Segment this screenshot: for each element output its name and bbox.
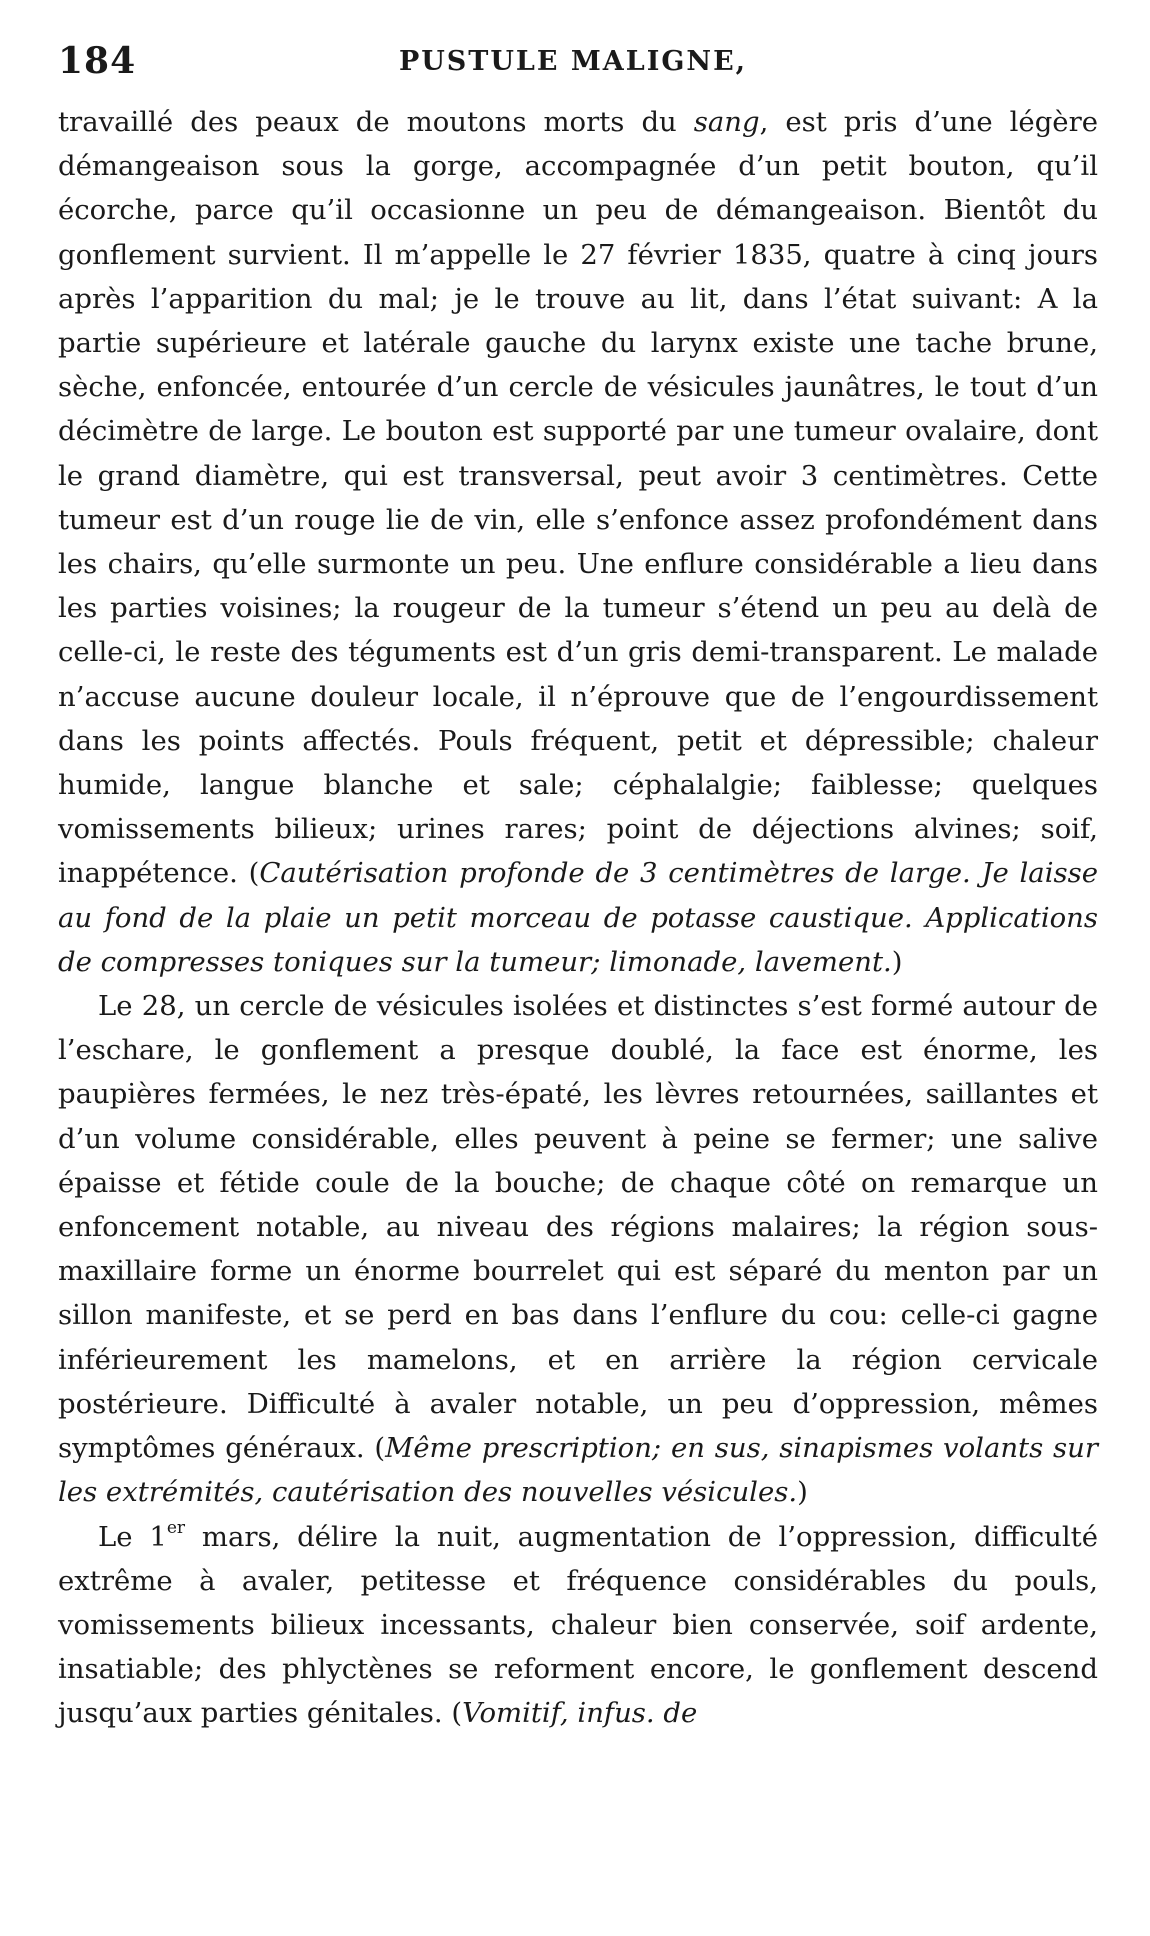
italic-prescription: Vomitif, infus. de bbox=[462, 1697, 698, 1730]
paragraph-3 bbox=[58, 1515, 1098, 1736]
page-header bbox=[58, 40, 1088, 90]
text-segment: mars, délire la nuit, augmentation de l’oppression, difficulté extrême à avaler, petitesse et fréquence considérables du pouls, vomissements bilieux incessants, chaleur bien conservée, soif ardente, insatiable; des phlyctènes se reforment encore, le gonflement descend jusqu’aux parties génitales. ( bbox=[58, 1520, 1098, 1730]
paragraph-2 bbox=[58, 984, 1098, 1514]
text-segment: ) bbox=[797, 1476, 808, 1509]
text-segment: Le 1 bbox=[98, 1520, 167, 1553]
paragraph-1 bbox=[58, 100, 1098, 984]
text-segment: travaillé des peaux de moutons morts du bbox=[58, 106, 694, 138]
text-segment: Le 28, un cercle de vésicules isolées et distinctes s’est formé autour de l’eschare, le gonflement a presque doublé, la face est énorme, les paupières fermées, le nez très-épaté, les lèvres retournées, saillantes et d’un volume considérable, elles peuvent à peine se fermer; une salive épaisse et fétide coule de la bouche; de chaque côté on remarque un enfoncement notable, au niveau des régions malaires; la région sous-maxillaire forme un énorme bourrelet qui est séparé du menton par un sillon manifeste, et se perd en bas dans l’enflure du cou: celle-ci gagne inférieurement les mamelons, et en arrière la région cervicale postérieure. Difficulté à avaler notable, un peu d’oppression, mêmes symptômes généraux. ( bbox=[58, 990, 1098, 1465]
page-number: 184 bbox=[58, 40, 137, 82]
italic-prescription: Cautérisation profonde de 3 centimètres de large. Je laisse au fond de la plaie un petit morceau de potasse caustique. Applications de compresses toniques sur la tumeur; limonade, lavement. bbox=[58, 857, 1099, 978]
text-segment: , est pris d’une légère démangeaison sous la gorge, accompagnée d’un petit bouton, qu’il écorche, parce qu’il occasionne un peu de démangeaison. Bientôt du gonflement survient. Il m’appelle le 27 février 1835, quatre à cinq jours après l’apparition du mal; je le trouve au lit, dans l’état suivant: A la partie supérieure et latérale gauche du larynx existe une tache brune, sèche, enfoncée, entourée d’un cercle de vésicules jaunâtres, le tout d’un décimètre de large. Le bouton est supporté par une tumeur ovalaire, dont le grand diamètre, qui est transversal, peut avoir 3 centimètres. Cette tumeur est d’un rouge lie de vin, elle s’enfonce assez profondément dans les chairs, qu’elle surmonte un peu. Une enflure considérable a lieu dans les parties voisines; la rougeur de la tumeur s’étend un peu au delà de celle-ci, le reste des téguments est d’un gris demi-transparent. Le malade n’accuse aucune douleur locale, il n’éprouve que de l’engourdissement dans les points affectés. Pouls fréquent, petit et dépressible; chaleur humide, langue blanche et sale; céphalalgie; faiblesse; quelques vomissements bilieux; urines rares; point de déjections alvines; soif, inappétence. ( bbox=[58, 106, 1098, 890]
running-title: PUSTULE MALIGNE, bbox=[398, 46, 748, 77]
superscript: er bbox=[166, 1517, 186, 1538]
body-text bbox=[58, 100, 1098, 1736]
italic-segment: sang bbox=[693, 106, 760, 138]
italic-prescription: Même prescription; en sus, sinapismes volants sur les extrémités, cautérisation des nouvelles vésicules. bbox=[58, 1432, 1098, 1509]
text-segment: ) bbox=[891, 945, 903, 978]
